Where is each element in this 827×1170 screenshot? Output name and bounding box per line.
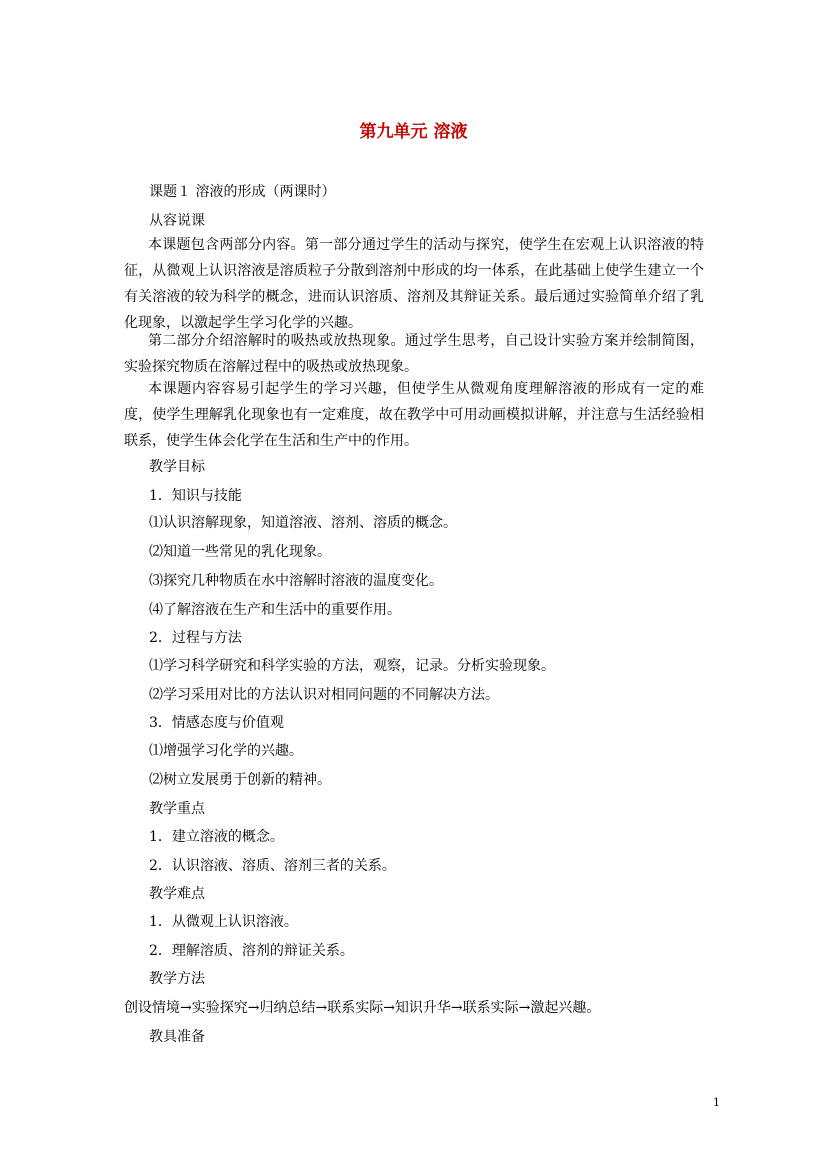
lesson-title: 课题１ 溶液的形成（两课时） xyxy=(149,184,336,200)
key-points-heading: 教学重点 xyxy=(149,801,205,817)
tools-heading: 教具准备 xyxy=(149,1029,205,1045)
methods-flow: 创设情境→实验探究→归纳总结→联系实际→知识升华→联系实际→激起兴趣。 xyxy=(124,1000,601,1016)
objectives-heading: 教学目标 xyxy=(149,459,205,475)
attitude-item: ⑴增强学习化学的兴趣。 xyxy=(149,743,303,759)
section-heading-from-content: 从容说课 xyxy=(149,213,205,229)
difficulty-item: 2．理解溶质、溶剂的辩证关系。 xyxy=(149,943,354,959)
process-item: ⑴学习科学研究和科学实验的方法，观察，记录。分析实验现象。 xyxy=(149,658,555,674)
key-point-item: 2．认识溶液、溶质、溶剂三者的关系。 xyxy=(149,858,396,874)
process-heading: 2．过程与方法 xyxy=(149,630,242,646)
difficulties-heading: 教学难点 xyxy=(149,886,205,902)
page-title: 第九单元 溶液 xyxy=(359,122,468,142)
page-number: 1 xyxy=(713,1096,720,1109)
paragraph-3: 本课题内容容易引起学生的学习兴趣，但使学生从微观角度理解溶液的形成有一定的难度，使学生理解乳化现象也有一定难度，故在教学中可用动画模拟讲解，并注意与生活经验相联系，使学生体会化学在生活和生产中的作用。 xyxy=(124,381,704,449)
knowledge-item: ⑷了解溶液在生产和生活中的重要作用。 xyxy=(149,602,401,618)
key-point-item: 1．建立溶液的概念。 xyxy=(149,829,284,845)
knowledge-item: ⑵知道一些常见的乳化现象。 xyxy=(149,544,331,560)
paragraph-2: 第二部分介绍溶解时的吸热或放热现象。通过学生思考，自己设计实验方案并绘制简图，实验探究物质在溶解过程中的吸热或放热现象。 xyxy=(124,333,704,375)
attitude-item: ⑵树立发展勇于创新的精神。 xyxy=(149,772,331,788)
paragraph-1: 本课题包含两部分内容。第一部分通过学生的活动与探究，使学生在宏观上认识溶液的特征，从微观上认识溶液是溶质粒子分散到溶剂中形成的均一体系，在此基础上使学生建立一个有关溶液的较为科学的概念，进而认识溶质、溶剂及其辩证关系。最后通过实验简单介绍了乳化现象，以激起学生学习化学的兴趣。 xyxy=(124,237,704,331)
methods-heading: 教学方法 xyxy=(149,971,205,987)
knowledge-heading: 1．知识与技能 xyxy=(149,488,242,504)
attitude-heading: 3．情感态度与价值观 xyxy=(149,715,284,731)
difficulty-item: 1．从微观上认识溶液。 xyxy=(149,914,298,930)
knowledge-item: ⑴认识溶解现象，知道溶液、溶剂、溶质的概念。 xyxy=(149,515,457,531)
process-item: ⑵学习采用对比的方法认识对相同问题的不同解决方法。 xyxy=(149,687,499,703)
knowledge-item: ⑶探究几种物质在水中溶解时溶液的温度变化。 xyxy=(149,573,443,589)
